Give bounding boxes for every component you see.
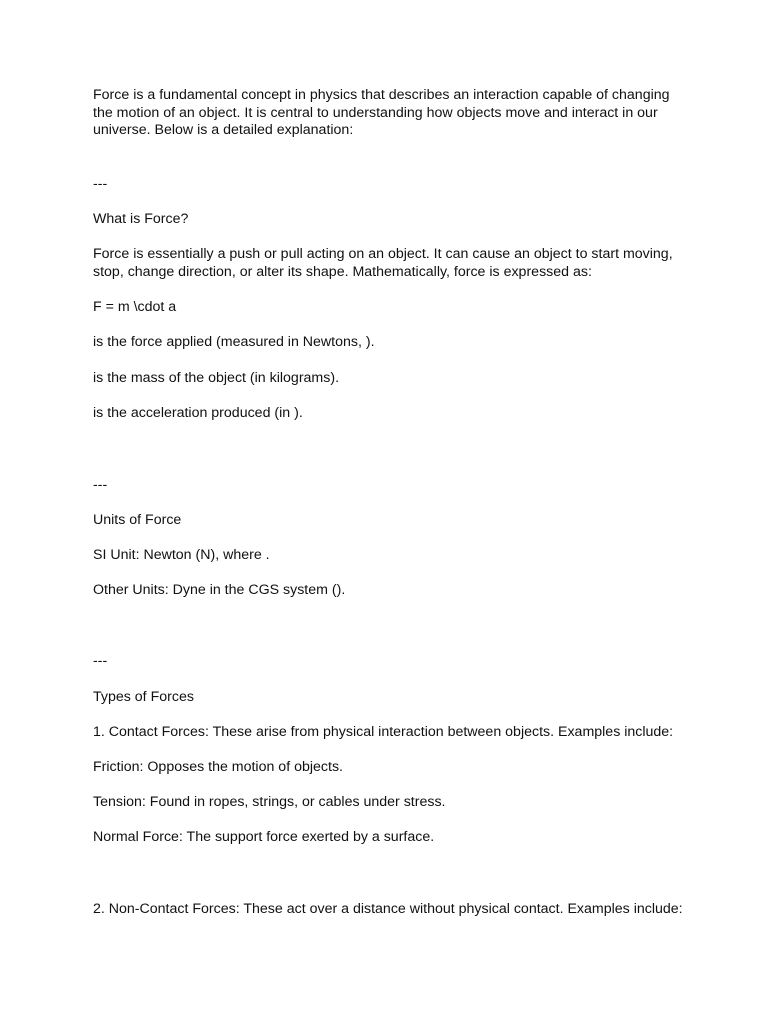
- definition-paragraph: Force is essentially a push or pull acting on an object. It can cause an object to start moving, stop, change direction, or alter its shape. Mathematically, force is expressed as:: [93, 246, 673, 280]
- contact-forces-line: 1. Contact Forces: These arise from physical interaction between objects. Examples include:: [93, 724, 674, 740]
- si-unit-line: SI Unit: Newton (N), where .: [93, 547, 270, 563]
- list-item-force: is the force applied (measured in Newtons, ).: [93, 334, 375, 350]
- non-contact-forces-paragraph: 2. Non-Contact Forces: These act over a distance without physical contact. Examples include:: [93, 901, 683, 917]
- tension-line: Tension: Found in ropes, strings, or cables under stress.: [93, 794, 446, 810]
- friction-line: Friction: Opposes the motion of objects.: [93, 759, 343, 775]
- heading-types: Types of Forces: [93, 689, 194, 705]
- list-item-mass: is the mass of the object (in kilograms).: [93, 370, 340, 386]
- heading-units: Units of Force: [93, 512, 182, 528]
- other-units-line: Other Units: Dyne in the CGS system ().: [93, 582, 346, 598]
- separator: ---: [93, 477, 108, 493]
- list-item-acceleration: is the acceleration produced (in ).: [93, 405, 303, 421]
- intro-paragraph: Force is a fundamental concept in physics that describes an interaction capable of changing the motion of an object. It is central to understanding how objects move and interact in our universe. Below is a detailed explanation:: [93, 87, 670, 139]
- separator: ---: [93, 653, 108, 669]
- formula: F = m \cdot a: [93, 299, 177, 315]
- normal-force-line: Normal Force: The support force exerted by a surface.: [93, 829, 435, 845]
- heading-what-is-force: What is Force?: [93, 211, 189, 227]
- separator: ---: [93, 176, 108, 192]
